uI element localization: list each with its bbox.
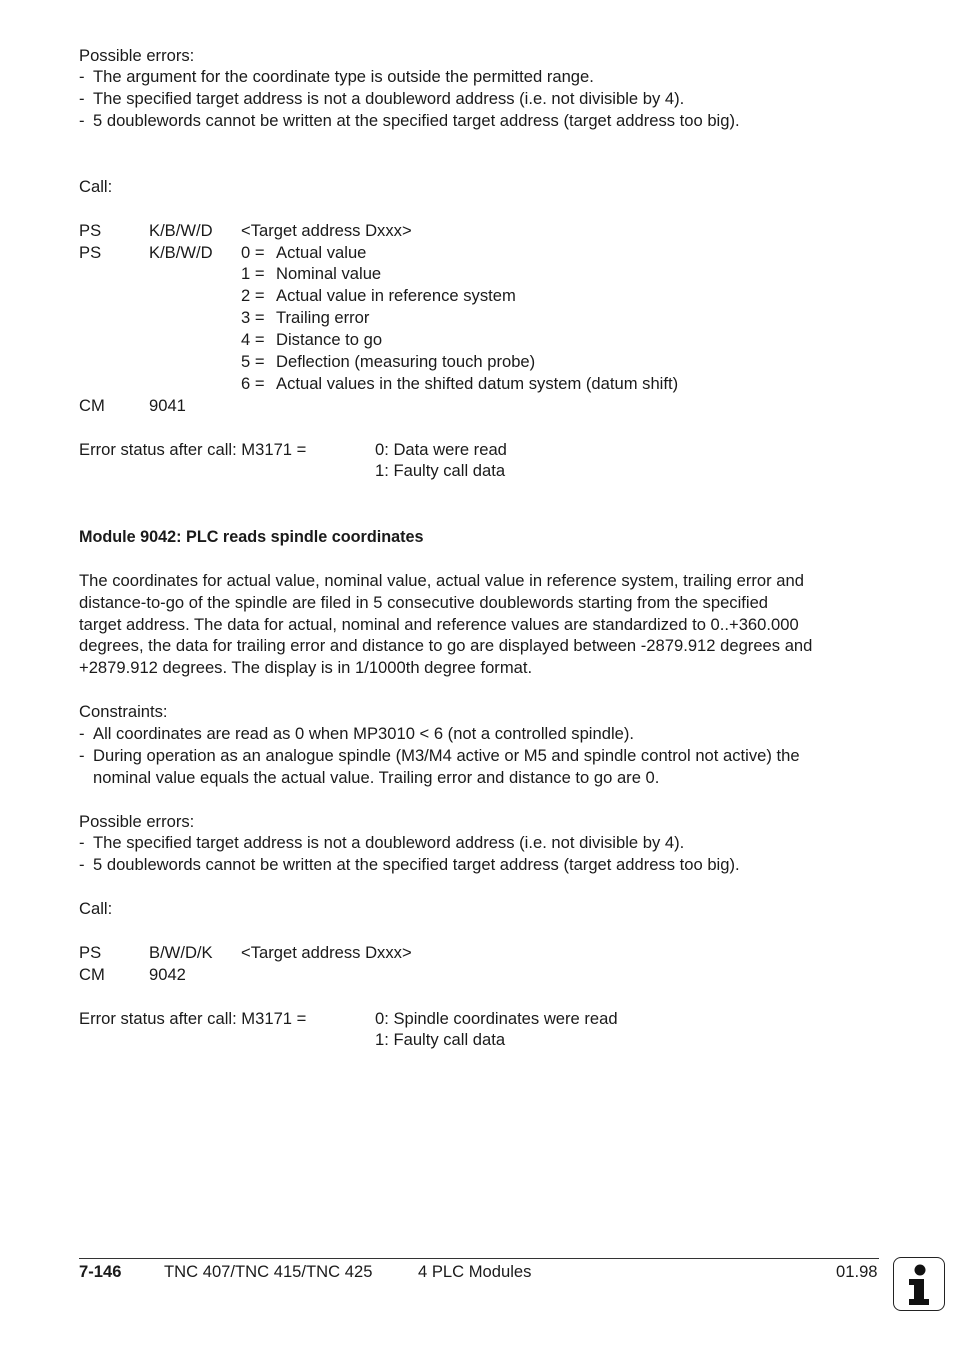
option-number: 0 = [241,243,265,262]
error-status-label: Error status after call: M3171 = [79,440,307,459]
cm-arg: 9042 [149,965,186,984]
constraints-heading: Constraints: [79,702,168,721]
constraint-item: During operation as an analogue spindle (M3/M4 active or M5 and spindle control not active) the [93,746,800,765]
error-bullet: - [79,89,85,108]
error-status-value: 1: Faulty call data [375,461,506,480]
error-bullet: - [79,833,85,852]
call-op: PS [79,221,102,240]
description-line: The coordinates for actual value, nominal value, actual value in reference system, trailing error and [79,571,804,590]
option-label: Actual value in reference system [276,286,516,305]
constraint-bullet: - [79,746,85,765]
call-arg: B/W/D/K [149,943,213,962]
option-label: Trailing error [276,308,370,327]
call-arg: K/B/W/D [149,243,213,262]
call-op: PS [79,243,102,262]
call-arg: K/B/W/D [149,221,213,240]
option-number: 5 = [241,352,265,371]
error-status-label: Error status after call: M3171 = [79,1009,307,1028]
option-label: Distance to go [276,330,383,349]
product-name: TNC 407/TNC 415/TNC 425 [164,1262,373,1281]
description-line: +2879.912 degrees. The display is in 1/1000th degree format. [79,658,533,677]
option-label: Deflection (measuring touch probe) [276,352,536,371]
cm-arg: 9041 [149,396,186,415]
error-item: The specified target address is not a doubleword address (i.e. not divisible by 4). [93,89,685,108]
call-heading-1: Call: [79,177,113,196]
info-icon-glyph [894,1258,944,1310]
edition-date: 01.98 [836,1262,878,1281]
error-status-value: 1: Faulty call data [375,1030,506,1049]
description-line: distance-to-go of the spindle are filed in 5 consecutive doublewords starting from the specified [79,593,769,612]
option-label: Actual values in the shifted datum system (datum shift) [276,374,679,393]
option-label: Nominal value [276,264,382,283]
cm-op: CM [79,396,105,415]
error-status-value: 0: Spindle coordinates were read [375,1009,618,1028]
option-number: 4 = [241,330,265,349]
option-number: 3 = [241,308,265,327]
footer-divider [79,1258,879,1259]
constraint-item: All coordinates are read as 0 when MP3010 < 6 (not a controlled spindle). [93,724,634,743]
option-number: 1 = [241,264,265,283]
errors-heading-2: Possible errors: [79,812,195,831]
error-bullet: - [79,855,85,874]
option-label: Actual value [276,243,367,262]
constraint-item: nominal value equals the actual value. Trailing error and distance to go are 0. [93,768,660,787]
info-icon [893,1257,945,1311]
errors-heading-1: Possible errors: [79,46,195,65]
description-line: target address. The data for actual, nominal and reference values are standardized to 0..+360.000 [79,615,799,634]
error-status-value: 0: Data were read [375,440,507,459]
error-bullet: - [79,67,85,86]
option-number: 2 = [241,286,265,305]
call-desc: <Target address Dxxx> [241,943,412,962]
chapter-title: 4 PLC Modules [418,1262,532,1281]
error-item: The argument for the coordinate type is outside the permitted range. [93,67,594,86]
call-heading-2: Call: [79,899,113,918]
call-op: PS [79,943,102,962]
constraint-bullet: - [79,724,85,743]
cm-op: CM [79,965,105,984]
error-bullet: - [79,111,85,130]
call-desc: <Target address Dxxx> [241,221,412,240]
error-item: 5 doublewords cannot be written at the specified target address (target address too big). [93,855,740,874]
description-line: degrees, the data for trailing error and distance to go are displayed between -2879.912 degrees and [79,636,813,655]
error-item: 5 doublewords cannot be written at the specified target address (target address too big). [93,111,740,130]
page-number: 7-146 [79,1262,122,1281]
error-item: The specified target address is not a doubleword address (i.e. not divisible by 4). [93,833,685,852]
module-title: Module 9042: PLC reads spindle coordinates [79,528,424,546]
option-number: 6 = [241,374,265,393]
